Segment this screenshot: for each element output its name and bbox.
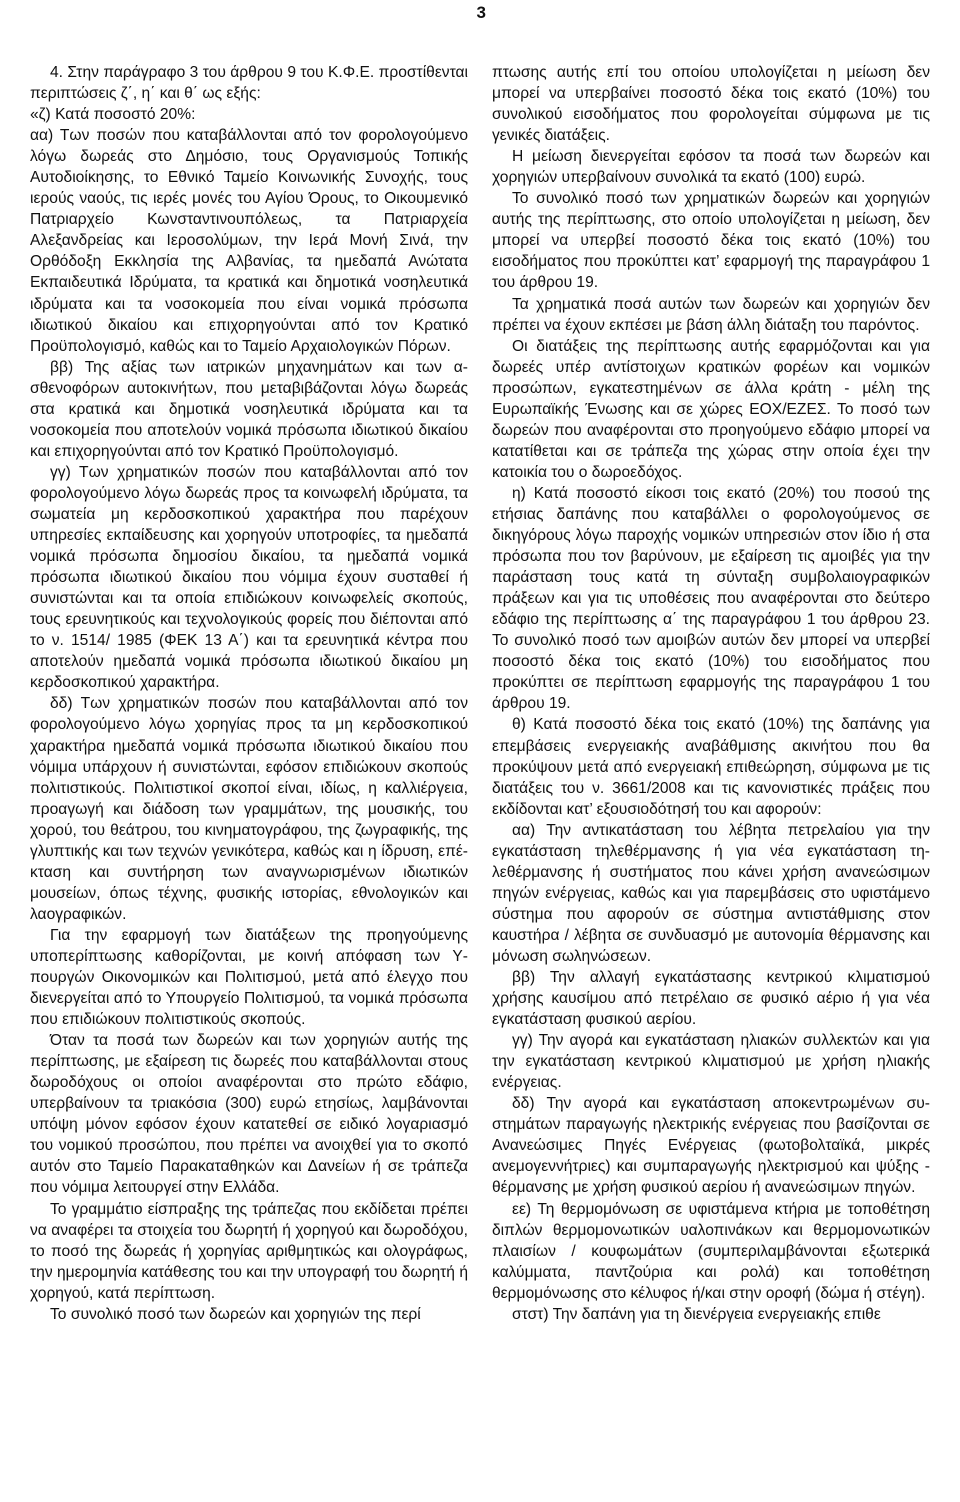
paragraph: Όταν τα ποσά των δωρεών και των χορηγιών αυτής της περίπτωσης, με εξαίρεση τις δωρεές που καταβάλλονται στους δωροδόχους οι οποίοι αναφέρονται στο πρώτο εδάφιο, υπερβαίνουν τα τριακόσια (300) ευρώ ετησίως, λαμβάνονται υπόψη μόνον εφόσον έχουν κατατεθεί σε ειδικό λογαριασμό του νομικού προσώπου, που πρέπει να ανοιχθεί για το σκοπό αυτόν στο Ταμείο Παρακαταθηκών και Δανείων ή σε τράπεζα που νόμιμα λειτουργεί στην Ελλάδα. [30, 1032, 468, 1197]
paragraph: εε) Τη θερμομόνωση σε υφιστάμενα κτήρια με τοποθέτηση διπλών θερμομονωτικών υαλοπινάκων και θερμομονωτικών πλαισίων / κουφωμάτων (συμπεριλαμβάνονται εξωτερικά καλύμματα, παντζούρια και ρολά) και τοποθέτηση θερμομόνωσης στο κέλυφος ή/και στην οροφή (δώμα ή στέγη). [492, 1200, 930, 1302]
right-column [492, 62, 930, 1325]
paragraph: αα) Την αντικατάσταση του λέβητα πετρελαίου για την εγκατάσταση τηλεθέρμανσης ή για νέα εγκατάσταση τηλεθέρμανσης ή συστήματος που κάνει χρήση ανανεώσιμων πηγών ενέργειας, καθώς και για παρεμβάσεις στο υφιστάμενο σύστημα που αφορούν σε σύστημα αντιστάθμισης στον καυστήρα / λέβητα σε συνδυασμό με αυτονομία θέρμανσης και μόνωση σωληνώσεων. [492, 821, 930, 965]
paragraph: αα) Των ποσών που καταβάλλονται από τον φορολογούμενο λόγω δωρεάς στο Δημόσιο, τους Οργανισμούς Τοπικής Αυτοδιοίκησης, το Εθνικό Ταμείο Κοινωνικής Συνοχής, τους ιερούς ναούς, τις ιερές μονές του Αγίου Όρους, το Οικουμενικό Πατριαρχείο Κωνσταντινουπόλεως, τα Πατριαρχεία Αλεξανδρείας και Ιεροσολύμων, την Ιερά Μονή Σινά, την Ορθόδοξη Εκκλησία της Αλβανίας, τα ημεδαπά Ανώτατα Εκπαιδευτικά Ιδρύματα, τα κρατικά και δημοτικά νοσηλευτικά ιδρύματα και τα νοσοκομεία που είναι νομικά πρόσωπα ιδιωτικού δικαίου και επιχορηγούνται από τον Κρατικό Προϋπολογισμό, καθώς και το Ταμείο Αρχαιολογικών Πόρων. [30, 127, 468, 355]
page-number: 3 [476, 3, 486, 22]
paragraph: Για την εφαρμογή των διατάξεων της προηγούμενης υποπερίπτωσης καθορίζονται, με κοινή απόφαση των Υπουργών Οικονομικών και Πολιτισμού, μετά από έλεγχο που διενεργείται από το Υπουργείο Πολιτισμού, τα νομικά πρόσωπα που επιδιώκουν πολιτιστικούς σκοπούς. [30, 926, 468, 1029]
paragraph: γγ) Την αγορά και εγκατάσταση ηλιακών συλλεκτών και για την εγκατάσταση κεντρικού κλιματισμού με χρήση ηλιακής ενέργειας. [492, 1032, 930, 1092]
paragraph: Οι διατάξεις της περίπτωσης αυτής εφαρμόζονται και για δωρεές υπέρ αντίστοιχων κρατικών φορέων και νομικών προσώπων, εγκατεστημένων σε άλλα κράτη - μέλη της Ευρωπαϊκής Ένωσης και σε χώρες ΕΟΧ/ΕΖΕΣ. Το ποσό των δωρεών που αναφέρονται στο προηγούμενο εδάφιο μπορεί να κατατίθεται και σε τράπεζα της χώρας στην οποία έχει την κατοικία του ο δωροεδόχος. [492, 337, 930, 481]
left-column [30, 62, 468, 1325]
paragraph: ββ) Της αξίας των ιατρικών μηχανημάτων και των ασθενοφόρων αυτοκινήτων, που μεταβιβάζονται λόγω δωρεάς στα κρατικά και δημοτικά νοσηλευτικά ιδρύματα και τα νοσοκομεία που αποτελούν νομικά πρόσωπα ιδιωτικού δικαίου και επιχορηγούνται από τον Κρατικό Προϋπολογισμό. [30, 358, 468, 460]
paragraph: στστ) Την δαπάνη για τη διενέργεια ενεργειακής επιθε [512, 1305, 881, 1323]
paragraph: θ) Κατά ποσοστό δέκα τοις εκατό (10%) της δαπάνης για επεμβάσεις ενεργειακής αναβάθμισης ακινήτου που θα προκύψουν μετά από ενεργειακή επιθεώρηση, σύμφωνα με τις διατάξεις του ν. 3661/2008 και τις κανονιστικές πράξεις που εκδίδονται κατ’ εξουσιοδότησή του και αφορούν: [492, 716, 930, 818]
paragraph: Τα χρηματικά ποσά αυτών των δωρεών και χορηγιών δεν πρέπει να έχουν εκπέσει με βάση άλλη διάταξη του παρόντος. [492, 295, 930, 334]
paragraph: γγ) Των χρηματικών ποσών που καταβάλλονται από τον φορολογούμενο λόγω δωρεάς προς τα κοινωφελή ιδρύματα, τα σωματεία μη κερδοσκοπικού χαρακτήρα που παρέχουν υπηρεσίες εκπαίδευσης και χορηγούν υποτροφίες, τα ημεδαπά νομικά πρόσωπα δημοσίου δικαίου, τα ημεδαπά νομικά πρόσωπα ιδιωτικού δικαίου που νόμιμα έχουν συσταθεί ή συνιστώνται και τα οποία επιδιώκουν κοινωφελείς σκοπούς, τους ερευνητικούς και τεχνολογικούς φορείς που διέπονται από το ν. 1514/ 1985 (ΦΕΚ 13 Α΄) και τα ερευνητικά κέντρα που αποτελούν ημεδαπά νομικά πρόσωπα ιδιωτικού δικαίου μη κερδοσκοπικού χαρακτήρα. [30, 463, 468, 692]
paragraph: Το συνολικό ποσό των χρηματικών δωρεών και χορηγιών αυτής της περίπτωσης, στο οποίο υπολογίζεται η μείωση, δεν μπορεί να υπερβεί ποσοστό δέκα τοις εκατό (10%) του εισοδήματος που προκύπτει κατ’ εφαρμογή της παραγράφου 1 του άρθρου 19. [492, 190, 930, 292]
paragraph: Η μείωση διενεργείται εφόσον τα ποσά των δωρεών και χορηγιών υπερβαίνουν συνολικά τα εκατό (100) ευρώ. [492, 148, 930, 187]
paragraph: δδ) Των χρηματικών ποσών που καταβάλλονται από τον φορολογούμενο λόγω χορηγίας προς τα μη κερδοσκοπικού χαρακτήρα ημεδαπά νομικά πρόσωπα ιδιωτικού δικαίου που νόμιμα υπάρχουν ή συνιστώνται, εφόσον επιδιώκουν σκοπούς πολιτιστικούς. Πολιτιστικοί σκοποί είναι, ιδίως, η καλλιέργεια, προαγωγή και διάδοση των γραμμάτων, της μουσικής, του χορού, του θεάτρου, του κινηματογράφου, της ζωγραφικής, της γλυπτικής και των τεχνών γενικότερα, καθώς και η ίδρυση, επέκταση και συντήρηση των αναγνωρισμένων ιδιωτικών μουσείων, όπως τέχνης, φυσικής ιστορίας, εθνολογικών και λαογραφικών. [30, 695, 468, 923]
paragraph: Το γραμμάτιο είσπραξης της τράπεζας που εκδίδεται πρέπει να αναφέρει τα στοιχεία του δωρητή ή χορηγού και δωροδόχου, το ποσό της δωρεάς ή χορηγίας αριθμητικώς και ολογράφως, την ημερομηνία κατάθεσης του και την υπογραφή του δωρητή ή χορηγού, κατά περίπτωση. [30, 1200, 468, 1302]
paragraph: 4. Στην παράγραφο 3 του άρθρου 9 του Κ.Φ.Ε. προστίθενται περιπτώσεις ζ΄, η΄ και θ΄ ως εξής: [30, 64, 468, 103]
paragraph: «ζ) Κατά ποσοστό 20%: [30, 106, 196, 124]
paragraph: πτωσης αυτής επί του οποίου υπολογίζεται η μείωση δεν μπορεί να υπερβαίνει ποσοστό δέκα τοις εκατό (10%) του συνολικού εισοδήματος που φορολογείται σύμφωνα με τις γενικές διατάξεις. [492, 64, 930, 145]
paragraph: Το συνολικό ποσό των δωρεών και χορηγιών της περί [50, 1305, 421, 1323]
paragraph: η) Κατά ποσοστό είκοσι τοις εκατό (20%) του ποσού της ετήσιας δαπάνης που καταβάλλει ο φορολογούμενος σε δικηγόρους λόγω παροχής νομικών υπηρεσιών στον ίδιο ή στα πρόσωπα που τον βαρύνουν, με εξαίρεση τις αμοιβές για την παράσταση τους κατά τη σύνταξη συμβολαιογραφικών πράξεων και για τις υποθέσεις που αναφέρονται στο δεύτερο εδάφιο της περίπτωσης α΄ της παραγράφου 1 του άρθρου 23. Το συνολικό ποσό των αμοιβών αυτών δεν μπορεί να υπερβεί ποσοστό δέκα τοις εκατό (10%) του εισοδήματος που προκύπτει σε περίπτωση εφαρμογής της παραγράφου 1 του άρθρου 19. [492, 484, 930, 713]
paragraph: ββ) Την αλλαγή εγκατάστασης κεντρικού κλιματισμού χρήσης καυσίμου από πετρέλαιο σε φυσικό αέριο ή για νέα εγκατάσταση φυσικού αερίου. [492, 969, 930, 1029]
paragraph: δδ) Την αγορά και εγκατάσταση αποκεντρωμένων συστημάτων παραγωγής ηλεκτρικής ενέργειας που βασίζονται σε Ανανεώσιμες Πηγές Ενέργειας (φωτοβολταϊκά, μικρές ανεμογεννήτριες) και συμπαραγωγής ηλεκτρισμού και ψύξης - θέρμανσης με χρήση φυσικού αερίου ή ανανεώσιμων πηγών. [492, 1095, 930, 1197]
